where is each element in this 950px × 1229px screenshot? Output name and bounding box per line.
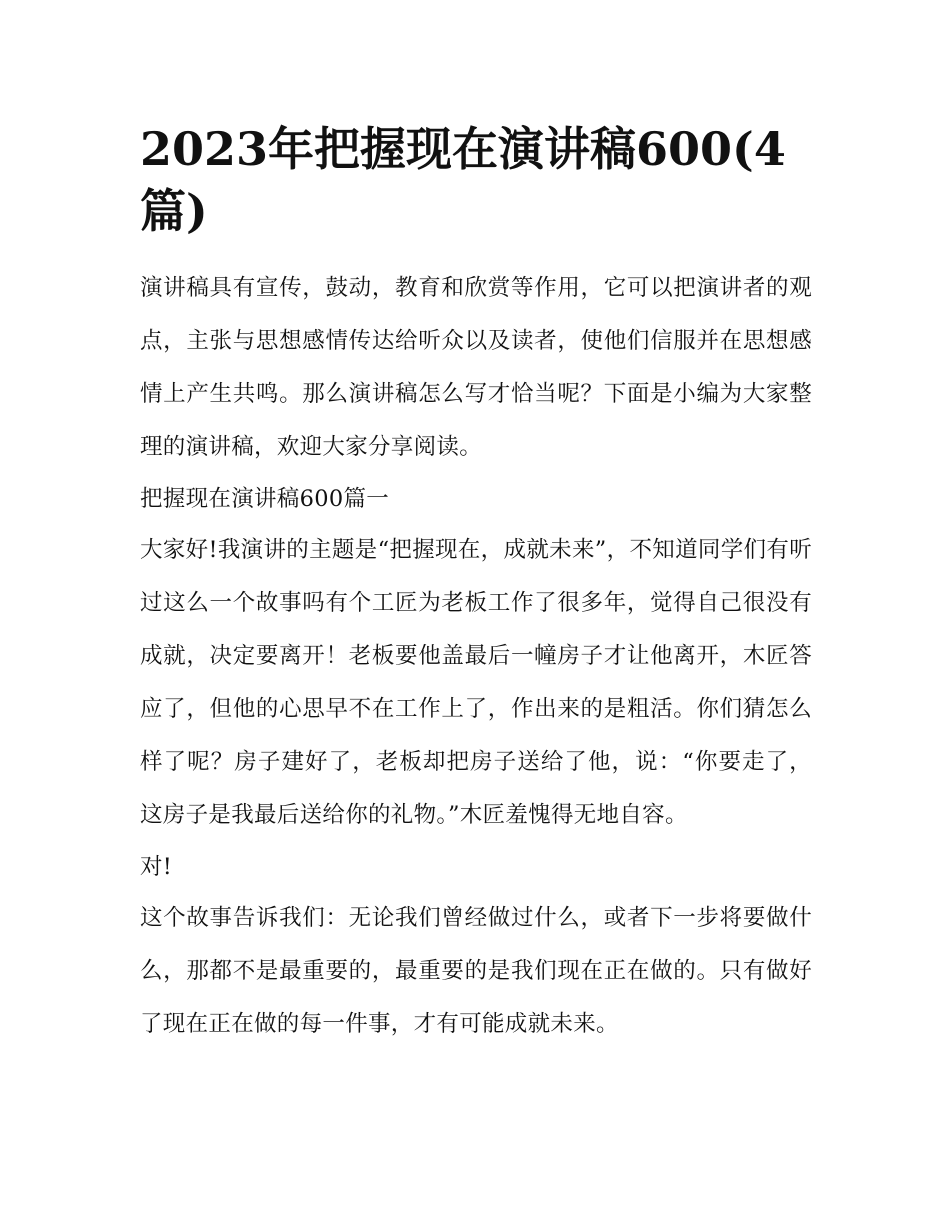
exclamation-paragraph: 对! [140,854,173,880]
story-paragraph: 大家好!我演讲的主题是“把握现在，成就未来”，不知道同学们有听过这么一个故事吗有个工匠为老板工作了很多年，觉得自己很没有成就，决定要离开！老板要他盖最后一幢房子才让他离开，木匠答应了，但他的心思早不在工作上了，作出来的是粗活。你们猜怎么样了呢？房子建好了，老板却把房子送给了他，说：“你要走了，这房子是我最后送给你的礼物。”木匠羞愧得无地自容。 [140,537,812,828]
document-page [140,118,812,1051]
document-title: 2023年把握现在演讲稿600(4篇) [140,122,786,238]
section-heading: 把握现在演讲稿600篇一 [140,486,390,512]
lesson-paragraph: 这个故事告诉我们：无论我们曾经做过什么，或者下一步将要做什么，那都不是最重要的，最重要的是我们现在正在做的。只有做好了现在正在做的每一件事，才有可能成就未来。 [140,905,812,1037]
intro-paragraph: 演讲稿具有宣传，鼓动，教育和欣赏等作用，它可以把演讲者的观点，主张与思想感情传达给听众以及读者，使他们信服并在思想感情上产生共鸣。那么演讲稿怎么写才恰当呢？下面是小编为大家整理的演讲稿，欢迎大家分享阅读。 [140,275,812,460]
